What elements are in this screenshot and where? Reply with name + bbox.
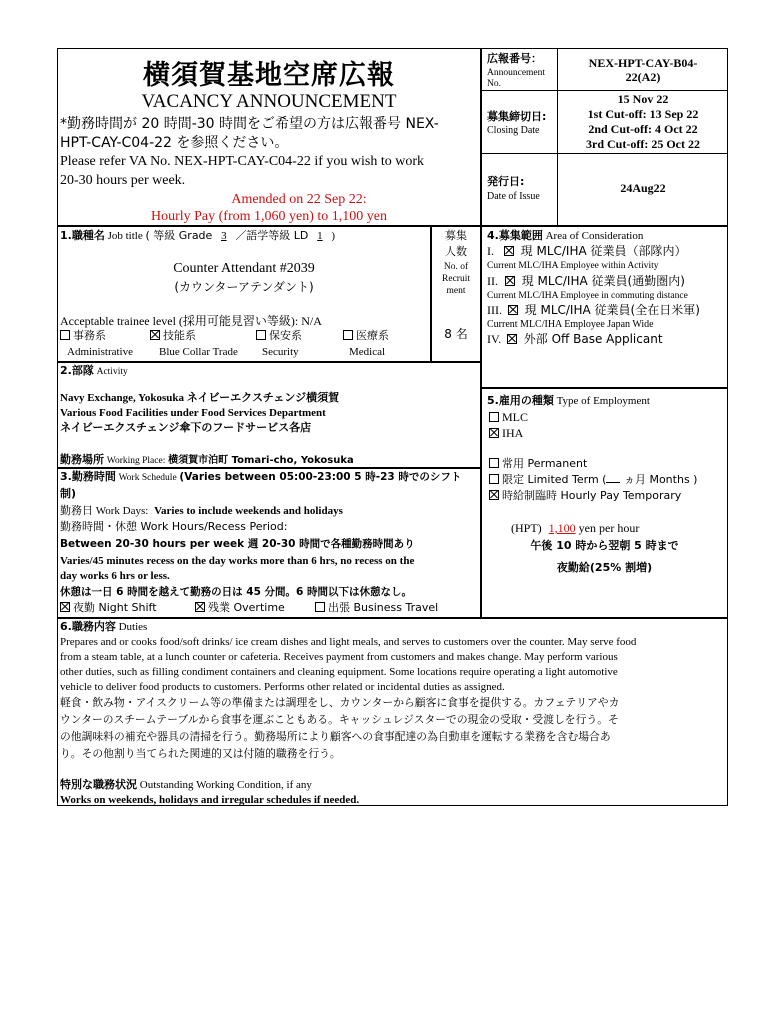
mlc-label: MLC <box>502 410 529 424</box>
consideration-iii-checkbox[interactable] <box>508 305 518 315</box>
mlc-checkbox[interactable] <box>489 412 499 422</box>
limited-months-label: ヵ月 Months ) <box>623 473 698 486</box>
consideration-i-checkbox[interactable] <box>504 246 514 256</box>
closing-date: 15 Nov 22 <box>617 92 669 106</box>
special-condition-label-en: Outstanding Working Condition, if any <box>139 779 312 791</box>
job-label-jp: 1.職種名 <box>60 229 105 242</box>
issue-date: 24Aug22 <box>620 181 666 195</box>
recruit-count: 8 名 <box>444 327 468 341</box>
announcement-label-en-2: No. <box>487 79 501 89</box>
consideration-iii[interactable] <box>487 303 700 318</box>
closing-label-jp: 募集締切日: <box>487 110 547 123</box>
work-hours-line-1: Between 20-30 hours per week 週 20-30 時間で各種勤務時間あり <box>60 538 415 550</box>
employment-iha[interactable] <box>489 426 523 441</box>
medical-label-jp: 医療系 <box>356 329 389 342</box>
night-shift-option[interactable] <box>60 601 157 615</box>
iha-checkbox[interactable] <box>489 428 499 438</box>
night-pay-hours: 午後 10 時から翌朝 5 時まで <box>530 539 679 552</box>
duties-en-4: vehicle to deliver food products to customers. Performs other related or incidental duties as assigned. <box>60 681 505 693</box>
working-place-value: 横須賀市泊町 Tomari-cho, Yokosuka <box>168 455 354 466</box>
temporary-checkbox[interactable] <box>489 490 499 500</box>
limited-label: 限定 Limited Term ( <box>502 473 607 486</box>
consideration-iv-label: 外部 Off Base Applicant <box>523 332 663 346</box>
consideration-iv-checkbox[interactable] <box>507 334 517 344</box>
temporary-label: 時給制臨時 Hourly Pay Temporary <box>502 489 682 502</box>
note-japanese-1: *勤務時間が 20 時間-30 時間をご希望の方は広報番号 NEX- <box>60 116 439 132</box>
announcement-label-en-1: Announcement <box>487 68 546 78</box>
employment-temporary[interactable] <box>489 489 681 503</box>
medical-label-en: Medical <box>349 346 386 358</box>
overtime-option[interactable] <box>195 601 285 615</box>
blue-collar-checkbox[interactable] <box>150 330 160 340</box>
consideration-i-num: I. <box>487 244 494 258</box>
note-english-1: Please refer VA No. NEX-HPT-CAY-C04-22 if you wish to work <box>60 154 424 169</box>
closing-cutoff-3: 3rd Cut-off: 25 Oct 22 <box>586 137 700 151</box>
consideration-ii-num: II. <box>487 274 498 288</box>
consideration-i[interactable] <box>487 244 687 259</box>
night-shift-label: 夜勤 Night Shift <box>73 601 157 614</box>
working-place-label-en: Working Place: <box>106 456 166 466</box>
ld-label: ／語学等級 LD <box>235 229 309 242</box>
hpt-value: 1,100 <box>548 521 576 535</box>
ld-close: ) <box>331 230 336 242</box>
category-security[interactable] <box>256 329 302 343</box>
recruit-label-en-1: No. of <box>443 262 469 272</box>
consideration-iii-label: 現 MLC/IHA 従業員(全在日米軍) <box>524 303 700 317</box>
schedule-range-cont: 制) <box>60 487 77 500</box>
iha-label: IHA <box>502 426 524 440</box>
category-administrative[interactable] <box>60 329 106 343</box>
title-english: VACANCY ANNOUNCEMENT <box>141 91 397 112</box>
security-checkbox[interactable] <box>256 330 266 340</box>
consideration-iii-en: Current MLC/IHA Employee Japan Wide <box>487 319 654 330</box>
administrative-checkbox[interactable] <box>60 330 70 340</box>
recruit-label-jp-2: 人数 <box>445 245 467 258</box>
consideration-label <box>487 229 643 243</box>
working-place <box>60 453 354 467</box>
blue-collar-label-jp: 技能系 <box>163 329 196 342</box>
work-hours-line-2: Varies/45 minutes recess on the day works more than 6 hrs, no recess on the <box>60 555 415 567</box>
duties-jp-4: り。その他割り当てられた関連的又は付随的職務を行う。 <box>60 747 341 760</box>
consideration-ii-label: 現 MLC/IHA 従業員(通勤圏内) <box>521 274 685 288</box>
duties-jp-1: 軽食・飲み物・アイスクリーム等の準備または調理をし、カウンターから顧客に食事を提供する。カフェテリアやカ <box>60 696 620 709</box>
special-condition-value: Works on weekends, holidays and irregular schedules if needed. <box>60 794 360 806</box>
duties-en-1: Prepares and or cooks food/soft drinks/ ice cream dishes and light meals, and serves to customers over the counter. May serve food <box>60 636 637 648</box>
activity-line-2: Various Food Facilities under Food Services Department <box>60 407 326 419</box>
consideration-ii-checkbox[interactable] <box>505 276 515 286</box>
work-days-value: Varies to include weekends and holidays <box>154 505 343 517</box>
work-days <box>60 504 343 518</box>
blue-collar-label-en: Blue Collar Trade <box>159 346 238 358</box>
grade-label: ( 等級 Grade <box>145 229 213 242</box>
duties-label-en: Duties <box>118 621 148 633</box>
administrative-label-jp: 事務系 <box>73 329 106 342</box>
work-hours-line-3: day works 6 hrs or less. <box>60 570 170 582</box>
limited-checkbox[interactable] <box>489 474 499 484</box>
medical-checkbox[interactable] <box>343 330 353 340</box>
info-divider-h1 <box>481 90 728 91</box>
title-japanese: 横須賀基地空席広報 <box>143 60 395 91</box>
schedule-heading <box>60 470 461 484</box>
activity-line-1: Navy Exchange, Yokosuka ネイビーエクスチェンジ横須賀 <box>60 392 340 404</box>
activity-label <box>60 364 128 378</box>
security-label-en: Security <box>262 346 299 358</box>
employment-label <box>487 394 650 408</box>
consideration-iv[interactable] <box>487 332 663 347</box>
employment-permanent[interactable] <box>489 457 587 471</box>
night-shift-checkbox[interactable] <box>60 602 70 612</box>
consideration-iii-num: III. <box>487 303 502 317</box>
special-condition-label <box>60 778 312 792</box>
category-medical[interactable] <box>343 329 389 343</box>
work-days-label-en: Work Days: <box>95 505 149 517</box>
business-travel-option[interactable] <box>315 601 438 615</box>
consideration-ii-en: Current MLC/IHA Employee in commuting distance <box>487 291 688 301</box>
consideration-label-jp: 4.募集範囲 <box>487 229 543 242</box>
issue-label-jp: 発行日: <box>487 175 525 188</box>
security-label-jp: 保安系 <box>269 329 302 342</box>
duties-en-3: other duties, such as filling condiment containers and cleaning equipment. Some locations require operating a light automotive <box>60 666 618 678</box>
announcement-number-2: 22(A2) <box>625 70 661 84</box>
issue-label-en: Date of Issue <box>487 191 540 202</box>
duties-jp-2: ウンターのスチームテーブルから食事を運ぶこともある。キャッシュレジスターでの現金の受取・受渡しを行う。そ <box>60 713 619 726</box>
business-travel-label: 出張 Business Travel <box>328 601 439 614</box>
employment-label-en: Type of Employment <box>556 395 650 407</box>
employment-label-jp: 5.雇用の種類 <box>487 394 554 407</box>
ld-value: 1 <box>317 230 323 242</box>
position-title-en: Counter Attendant #2039 <box>173 261 315 276</box>
job-title-label <box>60 229 335 243</box>
job-label-en: Job title <box>107 230 143 242</box>
closing-cutoff-1: 1st Cut-off: 13 Sep 22 <box>587 107 699 121</box>
duties-jp-3: の他調味料の補充や器具の清掃を行う。勤務場所により顧客への食事配達の為自動車を運転する業務を含む場合あ <box>60 730 611 743</box>
closing-cutoff-2: 2nd Cut-off: 4 Oct 22 <box>588 122 698 136</box>
work-hours-line-4: 休憩は一日 6 時間を越えて勤務の日は 45 分間。6 時間以下は休憩なし。 <box>60 586 412 598</box>
overtime-label: 残業 Overtime <box>208 601 285 614</box>
trainee-level: Acceptable trainee level (採用可能見習い等級): N/A <box>60 314 322 328</box>
hpt-unit: yen per hour <box>578 521 640 535</box>
permanent-checkbox[interactable] <box>489 458 499 468</box>
note-japanese-2: HPT-CAY-C04-22 を参照ください。 <box>60 135 289 151</box>
announcement-label-jp: 広報番号： <box>487 52 542 65</box>
closing-label-en: Closing Date <box>487 125 540 136</box>
work-days-label-jp: 勤務日 <box>60 504 93 517</box>
working-place-label-jp: 勤務場所 <box>60 453 104 466</box>
recruit-label-jp-1: 募集 <box>445 229 467 242</box>
schedule-label-en: Work Schedule <box>118 473 177 483</box>
hourly-pay <box>511 521 639 536</box>
duties-en-2: from a steam table, at a lunch counter or cafeteria. Receives payment from customers and makes change. May perform various <box>60 651 618 663</box>
info-divider-h2 <box>481 153 728 154</box>
consideration-i-en: Current MLC/IHA Employee within Activity <box>487 261 659 271</box>
vacancy-form <box>57 48 728 806</box>
recruit-label-en-2: Recruit <box>442 274 470 284</box>
work-hours-label: 勤務時間・休憩 Work Hours/Recess Period: <box>60 520 288 533</box>
consideration-iv-num: IV. <box>487 332 502 346</box>
permanent-label: 常用 Permanent <box>502 457 588 470</box>
duties-label <box>60 620 147 634</box>
amended-note-2: Hourly Pay (from 1,060 yen) to 1,100 yen <box>150 209 388 224</box>
category-blue-collar[interactable] <box>150 329 196 343</box>
announcement-number-1: NEX-HPT-CAY-B04- <box>588 56 698 70</box>
special-condition-label-jp: 特別な職務状況 <box>60 778 137 791</box>
consideration-i-label: 現 MLC/IHA 従業員（部隊内） <box>520 244 687 258</box>
duties-label-jp: 6.職務内容 <box>60 620 116 633</box>
recruit-label-en-3: ment <box>446 286 466 296</box>
amended-note-1: Amended on 22 Sep 22: <box>231 192 367 207</box>
employment-limited[interactable] <box>489 473 697 487</box>
consideration-ii[interactable] <box>487 274 685 289</box>
overtime-checkbox[interactable] <box>195 602 205 612</box>
night-pay-rate: 夜勤給(25% 割増) <box>556 561 653 574</box>
employment-mlc[interactable] <box>489 410 528 425</box>
schedule-range: (Varies between 05:00-23:00 5 時-23 時でのシフト <box>179 471 462 483</box>
position-title-jp: (カウンターアテンダント) <box>174 280 314 294</box>
grade-value: 3 <box>221 230 227 242</box>
schedule-label-jp: 3.勤務時間 <box>60 470 116 483</box>
activity-label-jp: 2.部隊 <box>60 364 94 377</box>
consideration-label-en: Area of Consideration <box>545 230 644 242</box>
hpt-label: (HPT) <box>511 521 542 535</box>
administrative-label-en: Administrative <box>67 346 133 358</box>
activity-line-3: ネイビーエクスチェンジ傘下のフードサービス各店 <box>60 421 312 434</box>
note-english-2: 20-30 hours per week. <box>60 173 186 188</box>
business-travel-checkbox[interactable] <box>315 602 325 612</box>
activity-label-en: Activity <box>96 367 128 377</box>
